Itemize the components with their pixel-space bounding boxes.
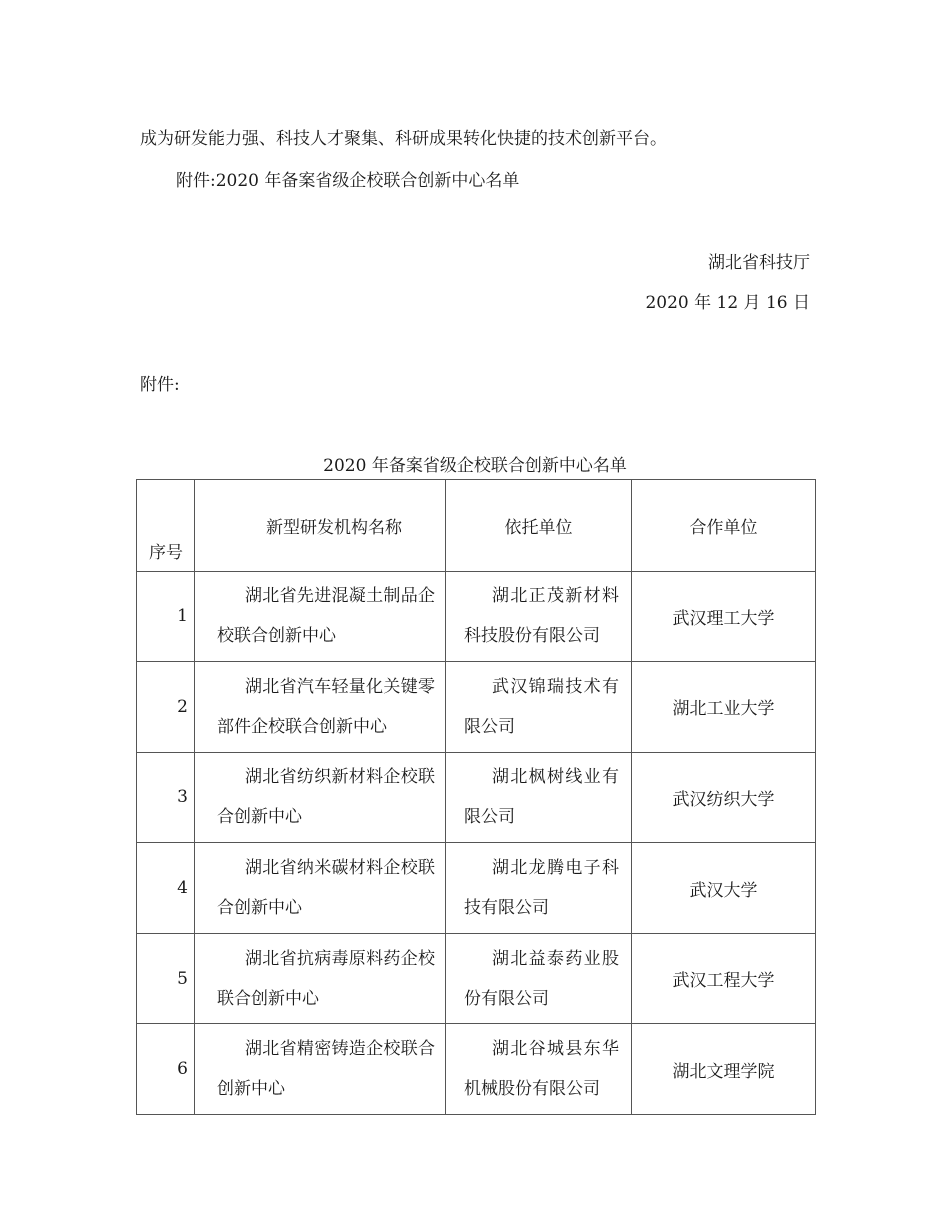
row-unit: 湖北益泰药业股份有限公司 <box>464 948 619 1009</box>
row-name: 湖北省精密铸造企校联合创新中心 <box>217 1039 435 1100</box>
row-partner: 武汉理工大学 <box>632 571 816 662</box>
intro-paragraph: 成为研发能力强、科技人才聚集、科研成果转化快捷的技术创新平台。 <box>140 129 667 149</box>
row-seq: 6 <box>137 1024 195 1115</box>
row-seq: 2 <box>137 662 195 753</box>
row-unit: 武汉锦瑞技术有限公司 <box>464 676 619 737</box>
row-unit-cell <box>446 843 632 934</box>
table-row <box>137 662 816 753</box>
row-name: 湖北省汽车轻量化关键零部件企校联合创新中心 <box>217 676 435 737</box>
table-header-row <box>137 480 816 572</box>
row-unit-cell <box>446 752 632 843</box>
row-seq: 1 <box>137 571 195 662</box>
row-partner: 武汉工程大学 <box>632 933 816 1024</box>
row-seq: 3 <box>137 752 195 843</box>
row-name-cell <box>195 933 446 1024</box>
row-unit: 湖北龙腾电子科技有限公司 <box>464 858 619 919</box>
header-name <box>195 480 446 572</box>
row-partner: 武汉纺织大学 <box>632 752 816 843</box>
row-seq: 4 <box>137 843 195 934</box>
row-name-cell <box>195 571 446 662</box>
header-seq: 序号 <box>137 480 195 572</box>
table-row <box>137 1024 816 1115</box>
row-unit-cell <box>446 1024 632 1115</box>
row-name: 湖北省先进混凝土制品企校联合创新中心 <box>217 586 435 647</box>
row-unit-cell <box>446 571 632 662</box>
header-name-label: 新型研发机构名称 <box>266 517 402 538</box>
table-row <box>137 843 816 934</box>
row-name-cell <box>195 662 446 753</box>
row-partner: 武汉大学 <box>632 843 816 934</box>
header-partner: 合作单位 <box>632 480 816 572</box>
header-unit: 依托单位 <box>446 480 632 572</box>
row-unit: 湖北正茂新材料科技股份有限公司 <box>464 586 619 647</box>
row-partner: 湖北工业大学 <box>632 662 816 753</box>
row-name: 湖北省抗病毒原料药企校联合创新中心 <box>217 948 435 1009</box>
issue-date: 2020 年 12 月 16 日 <box>645 293 810 313</box>
row-name-cell <box>195 843 446 934</box>
table-row <box>137 571 816 662</box>
row-partner: 湖北文理学院 <box>632 1024 816 1115</box>
table-title: 2020 年备案省级企校联合创新中心名单 <box>323 456 627 476</box>
row-name: 湖北省纺织新材料企校联合创新中心 <box>217 767 435 828</box>
row-unit: 湖北谷城县东华机械股份有限公司 <box>464 1039 619 1100</box>
table-row <box>137 933 816 1024</box>
row-unit-cell <box>446 662 632 753</box>
row-name-cell <box>195 752 446 843</box>
attachment-reference: 附件:2020 年备案省级企校联合创新中心名单 <box>176 171 520 191</box>
table-row <box>137 752 816 843</box>
row-name: 湖北省纳米碳材料企校联合创新中心 <box>217 858 435 919</box>
issuer-signature: 湖北省科技厅 <box>708 253 810 273</box>
row-unit: 湖北枫树线业有限公司 <box>464 767 619 828</box>
centers-table <box>136 479 816 1115</box>
row-unit-cell <box>446 933 632 1024</box>
row-seq: 5 <box>137 933 195 1024</box>
attachment-label: 附件: <box>140 375 180 395</box>
row-name-cell <box>195 1024 446 1115</box>
